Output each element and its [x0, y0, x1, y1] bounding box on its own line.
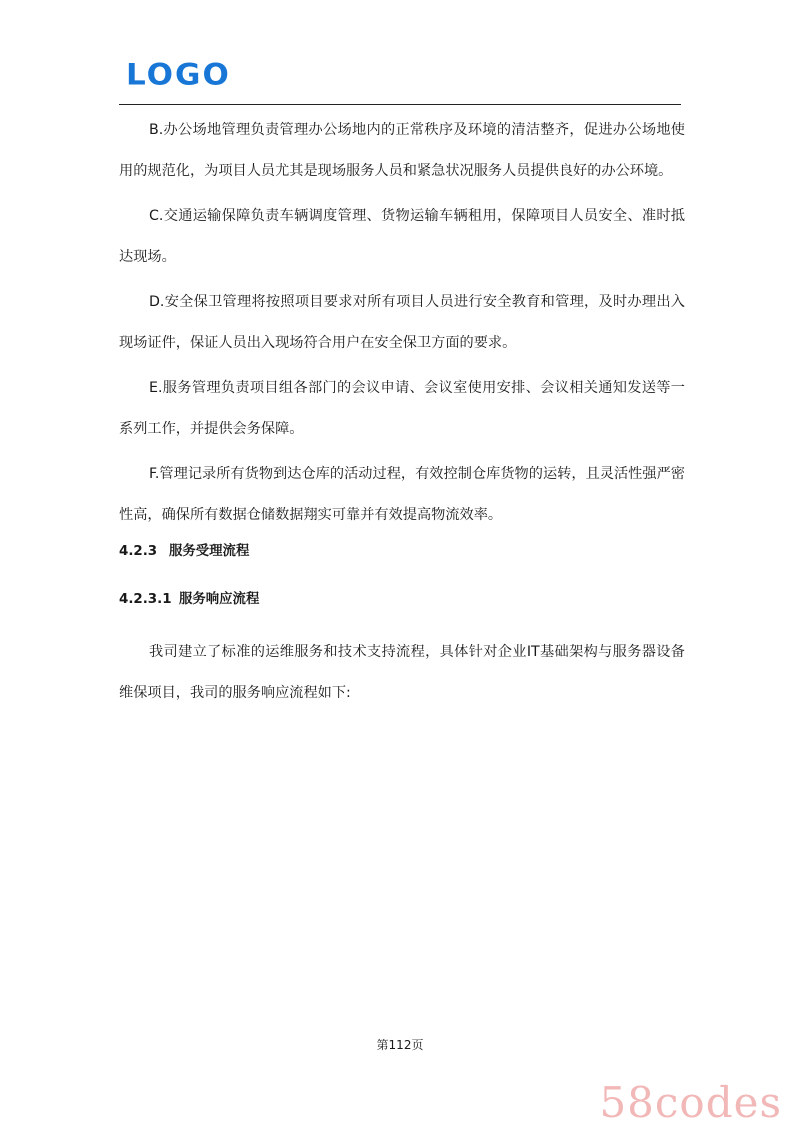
section-number: 4.2.3.1 [119, 592, 172, 607]
page-number: 第112页 [376, 1038, 424, 1052]
paragraph-security: D.安全保卫管理将按照项目要求对所有项目人员进行安全教育和管理，及时办理出入现场证件，保证人员出入现场符合用户在安全保卫方面的要求。 [119, 294, 685, 351]
section-title: 服务受理流程 [169, 544, 250, 559]
section-heading-4-2-3-1 [119, 590, 685, 610]
section-number: 4.2.3 [119, 544, 158, 559]
document-body [119, 110, 685, 714]
paragraph-transport: C.交通运输保障负责车辆调度管理、货物运输车辆租用，保障项目人员安全、准时抵达现场。 [119, 208, 685, 265]
header-divider [119, 104, 681, 105]
paragraph-warehouse: F.管理记录所有货物到达仓库的活动过程，有效控制仓库货物的运转，且灵活性强严密性高，确保所有数据仓储数据翔实可靠并有效提高物流效率。 [119, 466, 685, 523]
section-title: 服务响应流程 [179, 592, 260, 607]
logo: LOGO [126, 57, 231, 93]
paragraph-office-management: B.办公场地管理负责管理办公场地内的正常秩序及环境的清洁整齐，促进办公场地使用的规范化，为项目人员尤其是现场服务人员和紧急状况服务人员提供良好的办公环境。 [119, 122, 685, 179]
section-heading-4-2-3 [119, 542, 685, 562]
paragraph-response-flow-intro: 我司建立了标准的运维服务和技术支持流程，具体针对企业IT基础架构与服务器设备维保项目，我司的服务响应流程如下: [119, 644, 685, 701]
watermark: 58codes [599, 1078, 782, 1127]
paragraph-service-management: E.服务管理负责项目组各部门的会议申请、会议室使用安排、会议相关通知发送等一系列工作，并提供会务保障。 [119, 380, 685, 437]
